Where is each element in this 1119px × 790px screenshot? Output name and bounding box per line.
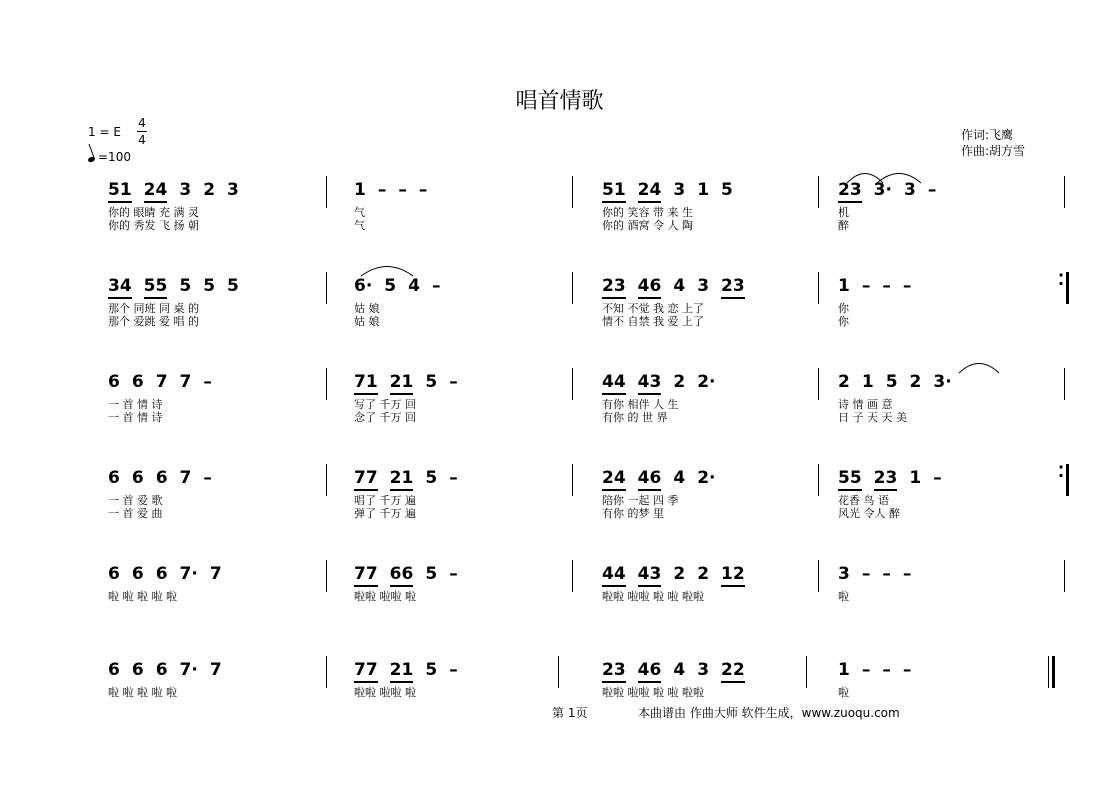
tempo-marking: [88, 150, 131, 164]
note-group: 43: [638, 564, 662, 587]
barline: [326, 560, 327, 592]
tempo-value: =100: [98, 150, 131, 164]
note-group: 2·: [697, 372, 716, 392]
note-group: 46: [638, 660, 662, 683]
lyrics-verse-2: 一 首 情 诗: [108, 411, 163, 424]
barline: [1064, 560, 1065, 592]
note-group: –: [882, 276, 891, 296]
note-group: 21: [390, 372, 414, 395]
note-group: 24: [144, 180, 168, 203]
lyrics-verse-2: 有你 的梦 里: [602, 507, 664, 520]
note-group: 2: [909, 372, 922, 392]
note-group: 51: [108, 180, 132, 203]
lyrics-verse-1: 一 首 爱 歌: [108, 494, 163, 507]
measure-notes: [108, 660, 234, 680]
note-group: 5: [227, 276, 239, 296]
note-group: 23: [602, 660, 626, 683]
note-group: –: [882, 660, 891, 680]
note-group: 3: [838, 564, 850, 584]
lyrics-verse-1: 啦: [838, 686, 849, 699]
measure-notes: [354, 276, 452, 296]
note-group: 44: [602, 564, 626, 587]
note-group: 71: [354, 372, 378, 395]
measure-notes: [354, 468, 470, 488]
lyrics-verse-1: 那个 同班 同 桌 的: [108, 302, 199, 315]
lyrics-verse-2: 弹了 千万 遍: [354, 507, 416, 520]
note-group: 5: [384, 276, 397, 296]
measure-notes: [838, 276, 923, 296]
note-group: 2: [673, 372, 686, 392]
note-group: 5: [203, 276, 216, 296]
note-group: 5: [425, 372, 438, 392]
key-signature: 1 = E: [88, 125, 121, 139]
note-group: 44: [602, 372, 626, 395]
lyrics-verse-1: 你的 眼睛 充 满 灵: [108, 206, 199, 219]
barline: [1066, 464, 1069, 496]
note-group: 2: [838, 372, 850, 392]
lyrics-verse-1: 诗 情 画 意: [838, 398, 893, 411]
score-title: 唱首情歌: [515, 89, 604, 114]
measure-notes: [838, 564, 923, 584]
note-group: 1: [861, 372, 874, 392]
note-group: 5: [179, 276, 192, 296]
barline: [326, 368, 327, 400]
measure-notes: [602, 468, 727, 488]
tie-slur: [876, 170, 922, 184]
repeat-sign: ⁚: [1058, 462, 1065, 481]
lyrics-verse-2: 一 首 爱 曲: [108, 507, 163, 520]
lyrics-verse-1: 气: [354, 206, 365, 219]
note-group: –: [449, 564, 458, 584]
note-group: 3·: [873, 180, 892, 200]
note-group: 1: [838, 276, 850, 296]
measure-notes: [602, 180, 745, 200]
note-group: –: [203, 468, 212, 488]
lyricist: 作词:飞鹰: [961, 128, 1014, 142]
barline: [572, 368, 573, 400]
lyrics-verse-2: 气: [354, 219, 365, 232]
note-group: 1: [697, 180, 710, 200]
lyrics-verse-2: 念了 千万 回: [354, 411, 416, 424]
lyrics-verse-1: 啦 啦 啦 啦 啦: [108, 686, 177, 699]
note-group: –: [902, 660, 912, 680]
note-group: –: [449, 660, 458, 680]
note-group: 1: [838, 660, 850, 680]
time-signature: [137, 116, 147, 147]
lyrics-verse-1: 啦啦 啦啦 啦: [354, 686, 416, 699]
note-group: 77: [354, 660, 378, 683]
tie-slur: [958, 360, 1000, 374]
note-group: –: [398, 180, 407, 200]
lyrics-verse-1: 啦啦 啦啦 啦 啦 啦啦: [602, 590, 704, 603]
note-group: 7·: [179, 660, 198, 680]
note-group: 7: [209, 660, 222, 680]
measure-notes: [108, 564, 234, 584]
measure-notes: [108, 180, 251, 200]
note-group: 24: [602, 468, 626, 491]
note-group: 3: [697, 660, 710, 680]
lyrics-verse-1: 姑 娘: [354, 302, 380, 315]
note-group: –: [449, 372, 458, 392]
lyrics-verse-2: 情不 自禁 我 爱 上了: [602, 315, 704, 328]
note-group: –: [861, 564, 871, 584]
note-group: 4: [673, 660, 686, 680]
note-group: –: [882, 564, 891, 584]
note-group: –: [902, 276, 912, 296]
lyrics-verse-2: 你的 秀发 飞 扬 朝: [108, 219, 199, 232]
lyrics-verse-1: 你的 笑容 带 来 生: [602, 206, 693, 219]
quarter-note-icon: [87, 156, 95, 163]
measure-notes: [354, 180, 439, 200]
page-number: 第 1页: [552, 706, 588, 720]
note-group: 22: [721, 660, 745, 683]
lyrics-verse-2: 有你 的 世 界: [602, 411, 668, 424]
final-barline-thin: [1048, 656, 1049, 688]
note-group: 2·: [697, 468, 716, 488]
note-group: 12: [721, 564, 745, 587]
note-group: 6: [108, 468, 120, 488]
note-group: 6: [131, 468, 144, 488]
barline: [1066, 272, 1069, 304]
note-group: 3: [179, 180, 192, 200]
lyrics-verse-1: 啦啦 啦啦 啦: [354, 590, 416, 603]
barline: [818, 560, 819, 592]
barline: [326, 176, 327, 208]
note-group: 4: [673, 468, 686, 488]
lyrics-verse-2: 日 子 天 天 美: [838, 411, 907, 424]
lyrics-verse-1: 你: [838, 302, 849, 315]
lyrics-verse-1: 不知 不觉 我 恋 上了: [602, 302, 704, 315]
note-group: –: [449, 468, 458, 488]
note-group: 2: [673, 564, 686, 584]
note-group: 4: [673, 276, 686, 296]
barline: [572, 464, 573, 496]
note-group: 7: [179, 468, 192, 488]
note-group: 23: [721, 276, 745, 299]
barline: [806, 656, 807, 688]
note-group: 21: [390, 660, 414, 683]
note-group: 55: [838, 468, 862, 491]
note-group: 46: [638, 468, 662, 491]
barline: [818, 176, 819, 208]
note-group: 3: [697, 276, 710, 296]
note-group: 46: [638, 276, 662, 299]
note-group: –: [927, 180, 937, 200]
barline: [1064, 368, 1065, 400]
measure-notes: [108, 276, 251, 296]
note-group: 5: [721, 180, 733, 200]
note-group: 43: [638, 372, 662, 395]
lyrics-verse-1: 唱了 千万 遍: [354, 494, 416, 507]
note-group: 6: [155, 660, 168, 680]
barline: [326, 464, 327, 496]
note-group: 6·: [354, 276, 373, 296]
note-group: 1: [909, 468, 922, 488]
barline: [1052, 656, 1055, 688]
note-group: 23: [602, 276, 626, 299]
measure-notes: [602, 660, 757, 680]
lyrics-verse-1: 花香 鸟 语: [838, 494, 889, 507]
note-group: –: [933, 468, 942, 488]
note-group: –: [377, 180, 387, 200]
barline: [818, 272, 819, 304]
note-group: 7·: [179, 564, 198, 584]
note-group: 6: [131, 564, 144, 584]
note-group: 5: [425, 564, 438, 584]
lyrics-verse-1: 一 首 情 诗: [108, 398, 163, 411]
lyrics-verse-2: 醉: [838, 219, 849, 232]
note-group: 66: [390, 564, 414, 587]
measure-notes: [602, 564, 757, 584]
barline: [572, 176, 573, 208]
lyrics-verse-1: 陪你 一起 四 季: [602, 494, 679, 507]
note-group: 24: [638, 180, 662, 203]
measure-notes: [354, 660, 470, 680]
measure-notes: [602, 372, 727, 392]
note-group: 6: [108, 564, 120, 584]
note-group: 55: [144, 276, 168, 299]
barline: [558, 656, 559, 688]
note-group: 4: [408, 276, 420, 296]
note-group: 6: [155, 468, 168, 488]
note-group: –: [418, 180, 428, 200]
lyrics-verse-1: 写了 千万 回: [354, 398, 416, 411]
note-group: 77: [354, 468, 378, 491]
note-group: 1: [354, 180, 366, 200]
note-group: 6: [155, 564, 168, 584]
measure-notes: [354, 564, 470, 584]
measure-notes: [108, 372, 224, 392]
note-group: 3: [673, 180, 686, 200]
measure-notes: [838, 372, 964, 392]
note-group: 21: [390, 468, 414, 491]
note-group: 3: [903, 180, 916, 200]
measure-notes: [108, 468, 224, 488]
lyrics-verse-1: 啦 啦 啦 啦 啦: [108, 590, 177, 603]
note-group: 23: [874, 468, 898, 491]
measure-notes: [838, 660, 923, 680]
note-group: –: [203, 372, 212, 392]
measure-notes: [354, 372, 470, 392]
note-group: –: [431, 276, 441, 296]
note-group: 7: [155, 372, 168, 392]
lyrics-verse-1: 啦啦 啦啦 啦 啦 啦啦: [602, 686, 704, 699]
note-group: –: [861, 276, 871, 296]
footer-credit: 本曲谱由 作曲大师 软件生成，www.zuoqu.com: [638, 706, 900, 720]
lyrics-verse-2: 风光 令人 醉: [838, 507, 900, 520]
note-group: 23: [838, 180, 862, 203]
note-group: 6: [108, 372, 120, 392]
note-group: 6: [131, 660, 144, 680]
barline: [1064, 176, 1065, 208]
note-group: 2: [697, 564, 710, 584]
note-group: 77: [354, 564, 378, 587]
barline: [818, 464, 819, 496]
measure-notes: [602, 276, 757, 296]
lyrics-verse-1: 啦: [838, 590, 849, 603]
lyrics-verse-2: 你: [838, 315, 849, 328]
note-group: 6: [131, 372, 144, 392]
measure-notes: [838, 468, 954, 488]
note-group: –: [861, 660, 871, 680]
barline: [572, 272, 573, 304]
composer: 作曲:胡方雪: [961, 144, 1026, 158]
note-group: 6: [108, 660, 120, 680]
lyrics-verse-1: 有你 相伴 人 生: [602, 398, 679, 411]
time-signature-top: 4: [138, 116, 146, 130]
note-group: 51: [602, 180, 626, 203]
note-group: –: [902, 564, 912, 584]
lyrics-verse-2: 姑 娘: [354, 315, 380, 328]
note-group: 5: [425, 468, 438, 488]
note-group: 34: [108, 276, 132, 299]
barline: [326, 272, 327, 304]
time-signature-bottom: 4: [138, 133, 146, 147]
barline: [818, 368, 819, 400]
note-group: 5: [425, 660, 438, 680]
note-group: 7: [209, 564, 222, 584]
barline: [572, 560, 573, 592]
repeat-sign: ⁚: [1058, 270, 1065, 289]
tie-slur: [360, 263, 414, 277]
note-group: 3: [227, 180, 239, 200]
lyrics-verse-2: 那个 爱跳 爱 唱 的: [108, 315, 199, 328]
note-group: 2: [203, 180, 216, 200]
note-group: 7: [179, 372, 192, 392]
barline: [326, 656, 327, 688]
lyrics-verse-2: 你的 酒窝 令 人 陶: [602, 219, 693, 232]
lyrics-verse-1: 机: [838, 206, 849, 219]
note-group: 3·: [933, 372, 952, 392]
note-group: 5: [885, 372, 898, 392]
credits: [961, 127, 1025, 159]
